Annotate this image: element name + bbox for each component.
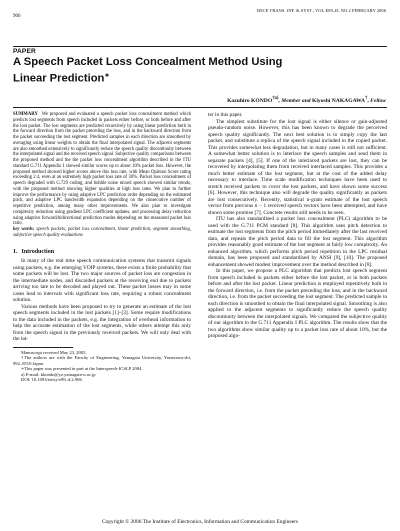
author-2-name: Kiyoshi NAKAGAWA [312, 97, 366, 104]
right-paragraph-3: In this paper, we propose a PLC algorithm that predicts lost speech segment from speech included in packets either before the lost packet, or in both packets before and after the lost packet. Linear prediction is employed repetitively both in the forward direction, i.e. from the packet preceding the loss, and in the backward direction, i.e. from the packet succeeding the lost segment. The predicted sample in each direction is smoothed to obtain the final interpolated signal. Smoothing is also applied to the adjacent segments to significantly reduce the speech quality discontinuity between the interpolated signals. We compared the subjective quality of our algorithm to the G.711 Appendix I PLC algorithm. The results show that the two algorithms show similar quality up to a packet loss rate of about 10%, but the proposed algo- [208, 268, 387, 339]
right-paragraph-0: ter in this paper. [208, 112, 243, 118]
abstract-label: SUMMARY [13, 112, 38, 117]
paper-label-rule [13, 46, 387, 55]
right-paragraph-1: The simplest substitute for the lost signal is either silence or gain-adjusted pseudo-random noise. However, this has been known to degrade the perceived speech quality significantly. The next best solution is to simply copy the last packet, and substitute a replica of the speech signal included in the copied packet. This provides somewhat less degradation, but in many cases is still not sufficient. A somewhat better solution is to interlace the speech samples and send them in separate packets [4], [5]. If one of the interlaced packets are lost, they can be recovered by interpolating them from received interlaced samples. This provides a much better estimate of the lost segment, but at the cost of the added delay necessary to interlace. Time scale modification techniques have been used to stretch received packets to cover the lost packets, and have shown some success [6]. However, this technique also will degrade the quality significantly as packets are lost consecutively. Recently, statistical n-gram estimate of the lost speech vector from previous n − 1 received speech vectors have been attempted, and have shown some promise [7]. Concrete results still needs to be seen. [208, 118, 387, 216]
intro-paragraph-2: Various methods have been proposed to try to generate an estimate of the lost speech segments included in the lost packets [1]–[3]. Some require modifications to the data included in the packets, e.g. the integration of overhead information to help the accurate estimation of the lost segments, while others attempt this only from the speech signal in the previously received packets. We will only deal with the lat- [13, 303, 191, 342]
footnote-presented: ∗This paper was presented in part at the Interspeech-ICSLP 2004. [21, 366, 143, 372]
keywords-label: key words: [13, 227, 35, 232]
footnote-doi: DOI: 10.1093/ietisy/e89–d.2.906 [21, 377, 82, 383]
paper-title-text: A Speech Packet Loss Concealment Method Using Linear Prediction [13, 56, 283, 85]
right-paragraph-2: ITU has also standardised a packet loss concealment (PLC) algorithm to be used with the G.711 PCM standard [8]. This algorithm uses pitch detection to estimate the lost segments from the pitch period immediately after the last received data, and repeats the pitch period data to fill the lost segment. This algorithm provides reasonably good estimate of the lost segment at fairly low complexity. An enhanced algorithm, which performs pitch period repetition in the LPC residual domain, has been proposed and standardised by ANSI [9], [10]. The proposed enhancement showed modest improvement over the method described in [8]. [208, 216, 387, 268]
intro-paragraph-1: In many of the real time speech communication systems that transmit signals using packets, e.g. the emerging VOIP systems, there exists a finite probability that some packets will be lost. The two major sources of packet loss are congestion in the intermediate nodes, and discarded packets at the receiving end due to packets arriving too late to be decoded and played out. These packet losses may in some cases lead to intervals with significant loss rate, requiring a robust concealment solution. [13, 258, 191, 303]
paper-label: PAPER [13, 48, 36, 55]
section-heading-introduction [13, 249, 191, 256]
right-column [208, 112, 387, 340]
author-2-role: Fellow [370, 97, 386, 104]
author-1-marks: †a) [272, 96, 279, 101]
title-footnote-mark: ∗ [104, 72, 110, 79]
journal-header: IEICE TRANS. INF. & SYST., VOL.E89–D, NO.2 FEBRUARY 2006 [256, 8, 386, 13]
keywords [13, 227, 191, 239]
footnote-received: Manuscript received May 23, 2005. [21, 349, 87, 355]
section-title: Introduction [21, 248, 55, 255]
footnote-affiliation: †The authors are with the Faculty of Engineering, Yamagata University, Yonezawa-shi, 992–8510 Japan. [13, 355, 191, 366]
authors-line: Kazuhiro KONDO$^{\dagger a)}$, Member and Kiyoshi NAKAGAWA†, Fellow [227, 96, 386, 104]
page-number: 906 [13, 14, 21, 19]
abstract [13, 112, 191, 227]
copyright-footer: Copyright © 2006 The Institute of Electronics, Information and Communication Engineers [101, 519, 299, 525]
author-2-marks: † [365, 96, 368, 101]
author-1-role: Member [281, 97, 301, 104]
keywords-text: speech packets, packet loss concealment, linear prediction, segment smoothing, subjective speech quality evaluations [13, 227, 191, 238]
paper-title [13, 56, 313, 86]
footnote-email: a) E-mail: kkondo@yz.yamagata-u.ac.jp [21, 371, 96, 377]
authors-joiner: and [301, 97, 311, 104]
footnote-rule [13, 347, 73, 348]
authors-rule [13, 107, 387, 108]
section-number: 1. [13, 248, 18, 255]
author-1-name: Kazuhiro KONDO [227, 97, 273, 104]
left-column [13, 112, 191, 383]
abstract-text: We proposed and evaluated a speech packet loss concealment method which predicts lost segments from speech included in packets either before, or both before and after the lost packet. The lost segments are predicted recursively by using linear prediction both in the forward direction from the packet preceding the loss, and in the backward direction from the packet succeeding the lost segment. Predicted samples in each direction are smoothed by averaging using linear weights to obtain the final interpolated signal. The adjacent segments are also smoothed extensively to significantly reduce the speech quality discontinuity between the interpolated signal and the received speech signal. Subjective quality comparisons between the proposed method and the the packet loss concealment algorithm described in the ITU standard G.711 Appendix I showed similar scores up to about 10% packet loss. However, the proposed method showed higher scores above this loss rate, with Mean Opinion Score rating exceeding 2.4, even at an extremely high packet loss rate of 30%. Packet loss concealment of speech degraded with G.729 coding, and bubble noise mixed speech showed similar trends, with the proposed method showing higher qualities at high loss rates. We plan to further improve the performance by using adaptive LPC prediction order depending on the estimated pitch, and adaptive LPC bandwidth expansion depending on the consecutive number of repetitive prediction, among many other improvements. We also plan to investigate complexity reduction using gradient LPC coefficient updates, and processing delay reduction using adaptive forward/bidirectional prediction modes depending on the measured packet loss ratio. [13, 112, 191, 227]
